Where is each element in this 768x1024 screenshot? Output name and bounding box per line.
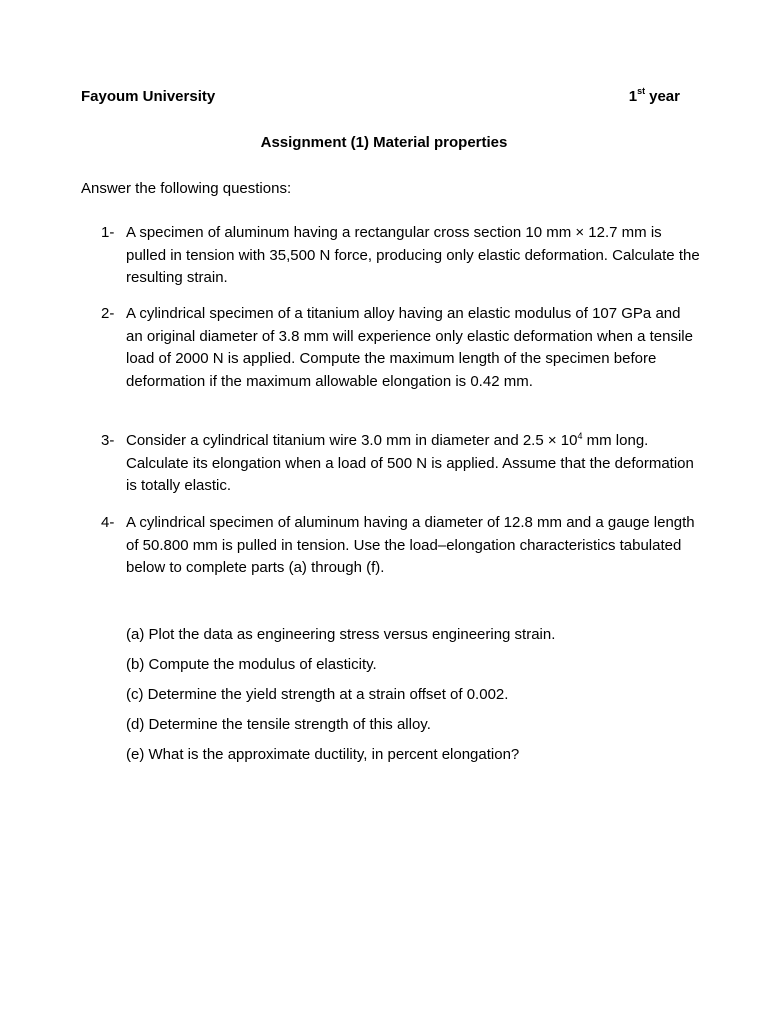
question-1 (101, 222, 701, 290)
part-a: (a) Plot the data as engineering stress versus engineering strain. (126, 626, 556, 643)
year-superscript: st (637, 86, 646, 96)
question-4-parts (126, 624, 686, 774)
question-text: A cylindrical specimen of aluminum having a diameter of 12.8 mm and a gauge length of 50.800 mm is pulled in tension. Use the load–elongation characteristics tabulated below to complete parts (a) through (f). (126, 514, 695, 576)
question-3 (101, 430, 701, 498)
question-text-part: Consider a cylindrical titanium wire 3.0 mm in diameter and 2.5 × 10 (126, 432, 578, 449)
question-text (126, 430, 701, 498)
question-text-part: mm long. Calculate its elongation when a load of 500 N is applied. Assume that the deformation is totally elastic. (126, 432, 694, 494)
exponent: 4 (577, 431, 583, 441)
question-2 (101, 303, 701, 393)
year-number: 1 (628, 88, 638, 105)
intro-text: Answer the following questions: (81, 180, 292, 197)
part-c: (c) Determine the yield strength at a strain offset of 0.002. (126, 686, 509, 703)
part-d: (d) Determine the tensile strength of this alloy. (126, 716, 431, 733)
part-b: (b) Compute the modulus of elasticity. (126, 656, 377, 673)
assignment-title: Assignment (1) Material properties (260, 134, 508, 151)
part-e: (e) What is the approximate ductility, in percent elongation? (126, 746, 520, 763)
question-text: A specimen of aluminum having a rectangular cross section 10 mm × 12.7 mm is pulled in tension with 35,500 N force, producing only elastic deformation. Calculate the resulting strain. (126, 224, 700, 286)
question-number: 1- (101, 224, 115, 241)
year-word: year (649, 88, 680, 105)
year-label (629, 86, 680, 109)
question-number: 2- (101, 305, 115, 322)
question-number: 3- (101, 432, 115, 449)
university-name: Fayoum University (81, 88, 216, 105)
header (81, 86, 680, 108)
question-4 (101, 512, 701, 580)
question-text: A cylindrical specimen of a titanium alloy having an elastic modulus of 107 GPa and an original diameter of 3.8 mm will experience only elastic deformation when a tensile load of 2000 N is applied. Compute the maximum length of the specimen before deformation if the maximum allowable elongation is 0.42 mm. (126, 305, 693, 390)
question-number: 4- (101, 514, 115, 531)
